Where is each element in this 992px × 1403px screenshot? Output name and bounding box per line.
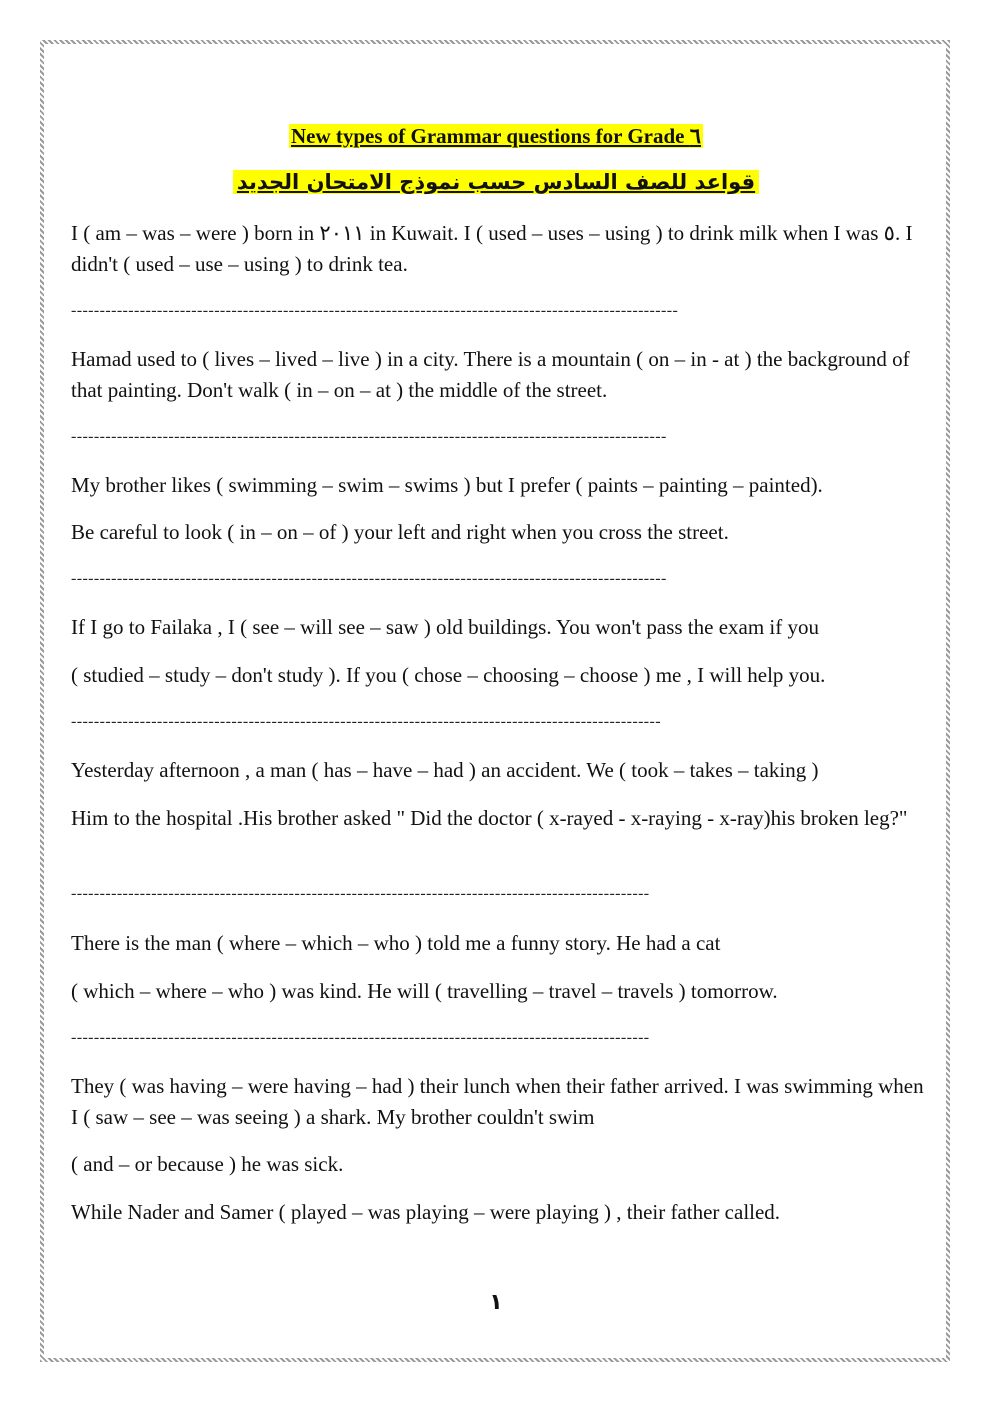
question-paragraph: My brother likes ( swimming – swim – swims ) but I prefer ( paints – painting – painted). <box>71 473 823 497</box>
page-title: New types of Grammar questions for Grade ٦ <box>290 124 702 148</box>
question-paragraph: ( which – where – who ) was kind. He will ( travelling – travel – travels ) tomorrow. <box>71 979 778 1003</box>
separator-line: ----------------------------------------------------------------------------------------------------- <box>71 885 650 902</box>
question-paragraph: They ( was having – were having – had ) their lunch when their father arrived. I was swimming when I ( saw – see – was seeing ) a shark. My brother couldn't swim <box>71 1074 924 1129</box>
separator-line: ----------------------------------------------------------------------------------------------------- <box>71 1029 650 1046</box>
question-paragraph: Him to the hospital .His brother asked " Did the doctor ( x-rayed - x-raying - x-ray)his broken leg?" <box>71 806 908 830</box>
page-number: ١ <box>489 1290 503 1315</box>
question-paragraph: If I go to Failaka , I ( see – will see – saw ) old buildings. You won't pass the exam if you <box>71 615 820 639</box>
separator-line: -------------------------------------------------------------------------------------------------------- <box>71 428 667 445</box>
separator-line: -------------------------------------------------------------------------------------------------------- <box>71 570 667 587</box>
question-paragraph: ( studied – study – don't study ). If you ( chose – choosing – choose ) me , I will help you. <box>71 663 826 687</box>
arabic-subtitle: قواعد للصف السادس حسب نموذج الامتحان الجديد <box>233 170 759 194</box>
arabic-subtitle-container <box>0 170 992 194</box>
question-paragraph: ( and – or because ) he was sick. <box>71 1152 344 1176</box>
page-title-container <box>0 124 992 149</box>
question-paragraph: Hamad used to ( lives – lived – live ) in a city. There is a mountain ( on – in - at ) the background of that painting. Don't walk ( in – on – at ) the middle of the street. <box>71 347 910 402</box>
question-paragraph: While Nader and Samer ( played – was playing – were playing ) , their father called. <box>71 1200 781 1224</box>
question-paragraph: I ( am – was – were ) born in ٢٠١١ in Kuwait. I ( used – uses – using ) to drink milk when I was ٥. I didn't ( used – use – using ) to drink tea. <box>71 221 913 276</box>
question-paragraph: There is the man ( where – which – who ) told me a funny story. He had a cat <box>71 931 721 955</box>
separator-line: ---------------------------------------------------------------------------------------------------------- <box>71 302 679 319</box>
separator-line: ------------------------------------------------------------------------------------------------------- <box>71 713 661 730</box>
question-paragraph: Be careful to look ( in – on – of ) your left and right when you cross the street. <box>71 520 729 544</box>
question-paragraph: Yesterday afternoon , a man ( has – have – had ) an accident. We ( took – takes – taking ) <box>71 758 819 782</box>
